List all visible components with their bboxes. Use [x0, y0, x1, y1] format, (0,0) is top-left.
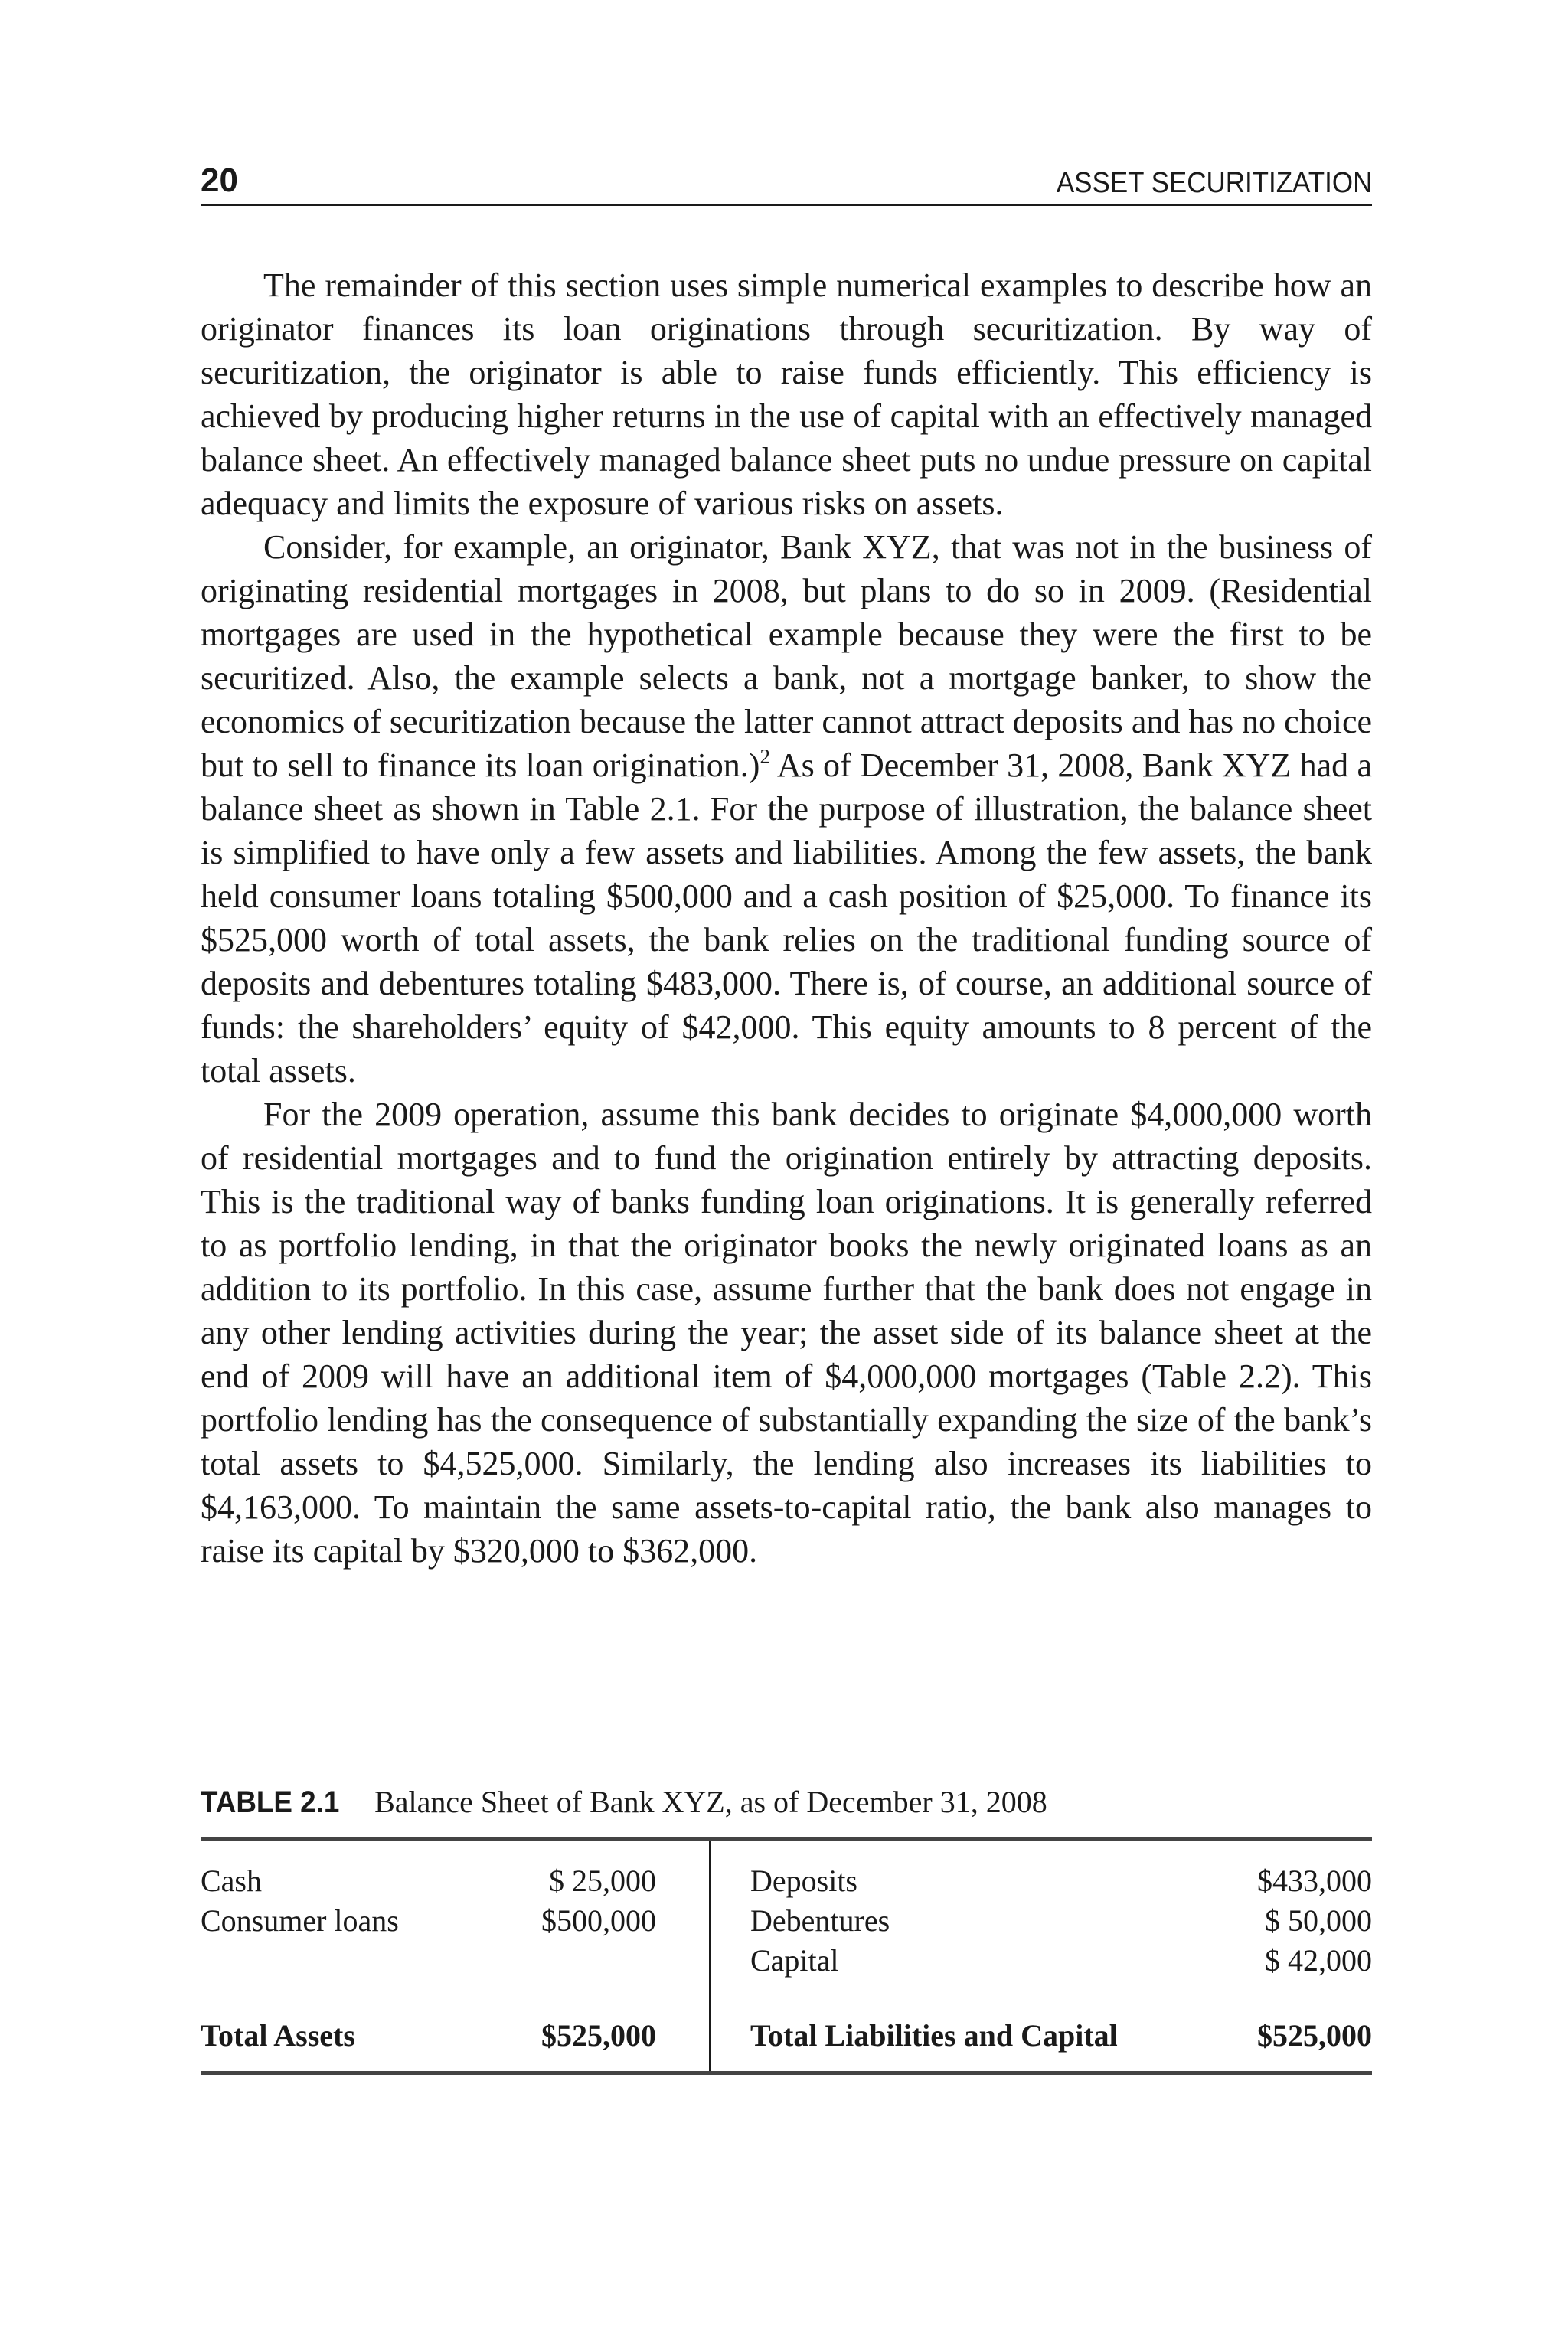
table-frame [201, 1838, 1372, 2075]
table-label: TABLE 2.1 [201, 1785, 340, 1819]
liability-amount-deposits: $433,000 [1257, 1864, 1372, 1898]
asset-amount-consumer-loans: $500,000 [541, 1903, 656, 1938]
page-number: 20 [201, 162, 238, 199]
total-liabilities-label: Total Liabilities and Capital [750, 2018, 1118, 2053]
asset-item-consumer-loans: Consumer loans [201, 1903, 399, 1938]
balance-sheet-table [201, 1784, 1372, 2075]
total-assets-label: Total Assets [201, 2018, 355, 2053]
liability-amount-debentures: $ 50,000 [1265, 1903, 1372, 1938]
liability-item-capital: Capital [750, 1943, 839, 1978]
paragraph-2-text-b: As of December 31, 2008, Bank XYZ had a balance sheet as shown in Table 2.1. For the purpose of illustration, the balance sheet is simplified to have only a few assets and liabilities. Among the few assets, the bank held consumer loans totaling $500,000 and a cash position of $25,000. To finance its $525,000 worth of total assets, the bank relies on the traditional funding source of deposits and debentures totaling $483,000. There is, of course, an additional source of funds: the shareholders’ equity of $42,000. This equity amounts to 8 percent of the total assets. [201, 746, 1372, 1089]
paragraph-2 [201, 525, 1372, 1093]
paragraph-1: The remainder of this section uses simple numerical examples to describe how an originator finances its loan originations through securitization. By way of securitization, the originator is able to raise funds efficiently. This efficiency is achieved by producing higher returns in the use of capital with an effectively managed balance sheet. An effectively managed balance sheet puts no undue pressure on capital adequacy and limits the exposure of various risks on assets. [201, 266, 1372, 522]
paragraph-3: For the 2009 operation, assume this bank decides to originate $4,000,000 worth of residential mortgages and to fund the origination entirely by attracting deposits. This is the traditional way of banks funding loan originations. It is generally referred to as portfolio lending, in that the originator books the newly originated loans as an addition to its portfolio. In this case, assume further that the bank does not engage in any other lending activities during the year; the asset side of its balance sheet at the end of 2009 will have an additional item of $4,000,000 mortgages (Table 2.2). This portfolio lending has the consequence of substantially expanding the size of the bank’s total assets to $4,525,000. Similarly, the lending also increases its liabilities to $4,163,000. To maintain the same assets-to-capital ratio, the bank also manages to raise its capital by $320,000 to $362,000. [201, 1096, 1372, 1570]
footnote-reference[interactable]: 2 [760, 745, 770, 768]
column-divider [709, 1841, 711, 2071]
paragraph-2-text-a: Consider, for example, an originator, Bank XYZ, that was not in the business of originating residential mortgages in 2008, but plans to do so in 2009. (Residential mortgages are used in the hypothetical example because they were the first to be securitized. Also, the example selects a bank, not a mortgage banker, to show the economics of securitization because the latter cannot attract deposits and has no choice but to sell to finance its loan origination.) [201, 528, 1372, 784]
asset-amount-cash: $ 25,000 [549, 1864, 656, 1898]
total-liabilities-amount: $525,000 [1257, 2018, 1372, 2053]
liability-item-debentures: Debentures [750, 1903, 890, 1938]
asset-item-cash: Cash [201, 1864, 262, 1898]
total-assets-amount: $525,000 [541, 2018, 656, 2053]
liability-amount-capital: $ 42,000 [1265, 1943, 1372, 1978]
body-text [201, 263, 1372, 1573]
running-title: ASSET SECURITIZATION [1056, 167, 1372, 199]
table-caption [201, 1784, 1372, 1838]
liability-item-deposits: Deposits [750, 1864, 858, 1898]
running-header [201, 150, 1372, 206]
table-title: Balance Sheet of Bank XYZ, as of December 31, 2008 [374, 1785, 1047, 1819]
